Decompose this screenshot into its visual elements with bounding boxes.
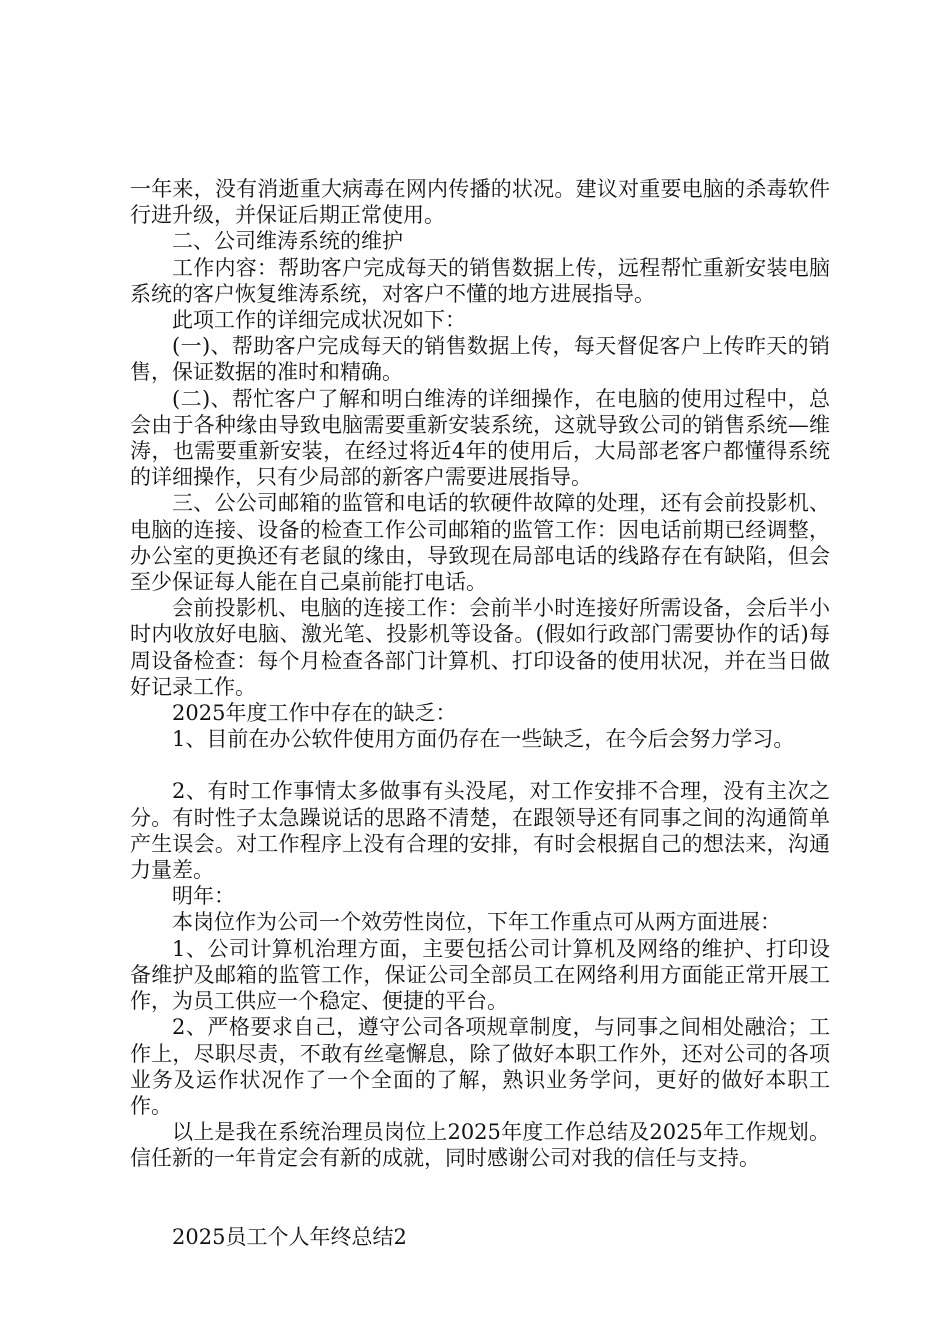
paragraph-intro: 一年来，没有消逝重大病毒在网内传播的状况。建议对重要电脑的杀毒软件行进升级，并保证后期正常使用。: [130, 177, 830, 228]
paragraph-plan-2: 2、严格要求自己，遵守公司各项规章制度，与同事之间相处融洽；工作上，尽职尽责，不敢有丝毫懈息，除了做好本职工作外，还对公司的各项业务及运作状况作了一个全面的了解，熟识业务学问，更好的做好本职工作。: [130, 1015, 830, 1118]
paragraph-work-content: 工作内容：帮助客户完成每天的销售数据上传，远程帮忙重新安装电脑系统的客户恢复维涛系统，对客户不懂的地方进展指导。: [130, 255, 830, 306]
blank-line: [130, 752, 830, 778]
blank-line-large: [130, 1172, 830, 1224]
document-page: [130, 176, 830, 1250]
paragraph-plan-intro: 本岗位作为公司一个效劳性岗位，下年工作重点可从两方面进展：: [172, 910, 781, 935]
heading-shortcomings: 2025年度工作中存在的缺乏：: [172, 701, 457, 726]
paragraph-item-2: (二)、帮忙客户了解和明白维涛的详细操作，在电脑的使用过程中，总会由于各种缘由导致电脑需要重新安装系统，这就导致公司的销售系统—维涛，也需要重新安装，在经过将近4年的使用后，大局部老客户都懂得系统的详细操作，只有少局部的新客户需要进展指导。: [130, 386, 830, 490]
paragraph-conclusion: 以上是我在系统治理员岗位上2025年度工作总结及2025年工作规划。信任新的一年肯定会有新的成就，同时感谢公司对我的信任与支持。: [130, 1120, 830, 1171]
heading-next-year: 明年：: [172, 884, 235, 909]
paragraph-meeting-setup: 会前投影机、电脑的连接工作：会前半小时连接好所需设备，会后半小时内收放好电脑、激光笔、投影机等设备。(假如行政部门需要协作的话)每周设备检查：每个月检查各部门计算机、打印设备的使用状况，并在当日做好记录工作。: [130, 596, 830, 699]
paragraph-plan-1: 1、公司计算机治理方面，主要包括公司计算机及网络的维护、打印设备维护及邮箱的监管工作，保证公司全部员工在网络利用方面能正常开展工作，为员工供应一个稳定、便捷的平台。: [130, 936, 830, 1014]
paragraph-section-3: 三、公公司邮箱的监管和电话的软硬件故障的处理，还有会前投影机、电脑的连接、设备的检查工作公司邮箱的监管工作：因电话前期已经调整，办公室的更换还有老鼠的缘由，导致现在局部电话的线路存在有缺陷，但会至少保证每人能在自己桌前能打电话。: [130, 491, 830, 595]
paragraph-shortcoming-1: 1、目前在办公软件使用方面仍存在一些缺乏，在今后会努力学习。: [172, 727, 795, 752]
paragraph-item-1: (一)、帮助客户完成每天的销售数据上传，每天督促客户上传昨天的销售，保证数据的准时和精确。: [130, 334, 830, 385]
next-document-title: 2025员工个人年终总结2: [172, 1224, 407, 1249]
paragraph-completion-intro: 此项工作的详细完成状况如下：: [172, 308, 466, 333]
heading-section-2: 二、公司维涛系统的维护: [172, 229, 403, 254]
paragraph-shortcoming-2: 2、有时工作事情太多做事有头没尾，对工作安排不合理，没有主次之分。有时性子太急躁说话的思路不清楚，在跟领导还有同事之间的沟通简单产生误会。对工作程序上没有合理的安排，有时会根据自己的想法来，沟通力量差。: [130, 779, 830, 883]
